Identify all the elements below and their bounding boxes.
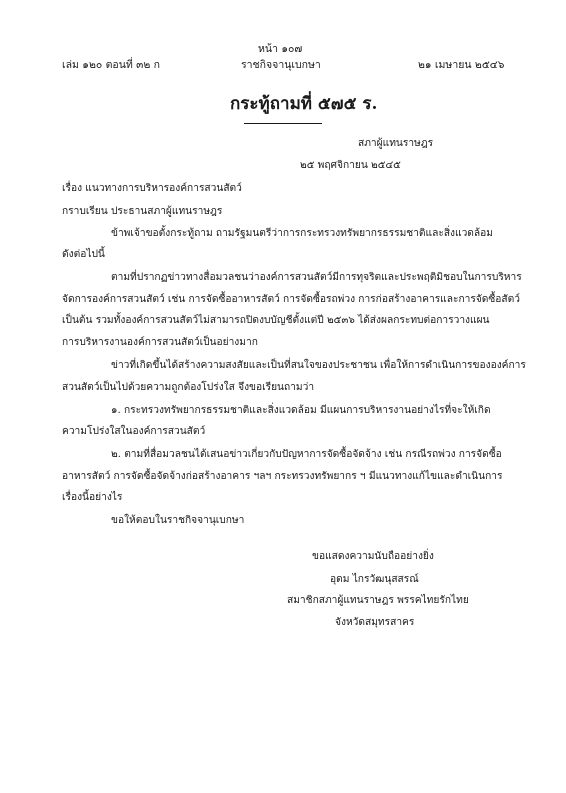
page-number: หน้า ๑๐๗ [258, 43, 303, 55]
paragraph-1-line-1: ข้าพเจ้าขอตั้งกระทู้ถาม ถามรัฐมนตรีว่าการกระทรวงทรัพยากรธรรมชาติและสิ่งแวดล้อม [111, 228, 493, 239]
signature-position: สมาชิกสภาผู้แทนราษฎร พรรคไทยรักไทย [287, 595, 469, 606]
page-title: กระทู้ถามที่ ๕๗๕ ร. [230, 94, 378, 114]
question-2-line-3: เรื่องนี้อย่างไร [62, 492, 123, 503]
question-2-line-1: ๒. ตามที่สื่อมวลชนได้เสนอข่าวเกี่ยวกับปัญหาการจัดซื้อจัดจ้าง เช่น กรณีรถพ่วง การจัดซื้อ [111, 449, 502, 460]
question-1-line-1: ๑. กระทรวงทรัพยากรธรรมชาติและสิ่งแวดล้อม มีแผนการบริหารงานอย่างไรที่จะให้เกิด [111, 405, 491, 416]
question-1-line-2: ความโปร่งใสในองค์การสวนสัตว์ [62, 426, 206, 437]
sender-org: สภาผู้แทนราษฎร [358, 138, 434, 149]
paragraph-2-line-2: จัดการองค์การสวนสัตว์ เช่น การจัดซื้ออาหารสัตว์ การจัดซื้อรถพ่วง การก่อสร้างอาคารและการจัดซื้อสัตว์ [62, 294, 520, 305]
title-divider [244, 123, 322, 124]
paragraph-2-line-3: เป็นต้น รวมทั้งองค์การสวนสัตว์ไม่สามารถปิดงบบัญชีตั้งแต่ปี ๒๕๓๖ ได้ส่งผลกระทบต่อการวางแผน [62, 315, 490, 326]
signature-name: อุดม ไกรวัฒนุสสรณ์ [330, 574, 419, 585]
paragraph-3-line-1: ข่าวที่เกิดขึ้นได้สร้างความสงสัยและเป็นที่สนใจของประชาชน เพื่อให้การดำเนินการขององค์การ [111, 360, 526, 371]
gazette-name: ราชกิจจานุเบกษา [241, 59, 321, 71]
salutation: กราบเรียน ประธานสภาผู้แทนราษฎร [62, 206, 223, 217]
paragraph-3-line-2: สวนสัตว์เป็นไปด้วยความถูกต้องโปร่งใส จึงขอเรียนถามว่า [62, 382, 315, 393]
signature-respect: ขอแสดงความนับถืออย่างยิ่ง [312, 551, 434, 562]
gazette-date: ๒๑ เมษายน ๒๕๔๖ [418, 59, 505, 71]
paragraph-1-line-2: ดังต่อไปนี้ [62, 249, 105, 260]
paragraph-2-line-1: ตามที่ปรากฏข่าวทางสื่อมวลชนว่าองค์การสวนสัตว์มีการทุจริตและประพฤติมิชอบในการบริหาร [111, 272, 522, 283]
subject-line: เรื่อง แนวทางการบริหารองค์การสวนสัตว์ [62, 183, 242, 194]
signature-province: จังหวัดสมุทรสาคร [335, 617, 415, 628]
volume-issue: เล่ม ๑๒๐ ตอนที่ ๓๒ ก [62, 59, 160, 71]
paragraph-2-line-4: การบริหารงานองค์การสวนสัตว์เป็นอย่างมาก [62, 337, 258, 348]
closing-request: ขอให้ตอบในราชกิจจานุเบกษา [111, 515, 245, 526]
sender-date: ๒๕ พฤศจิกายน ๒๕๔๕ [300, 160, 401, 171]
question-2-line-2: อาหารสัตว์ การจัดซื้อจัดจ้างก่อสร้างอาคาร ฯลฯ กระทรวงทรัพยากร ฯ มีแนวทางแก้ไขและดำเนินการ [62, 471, 503, 482]
